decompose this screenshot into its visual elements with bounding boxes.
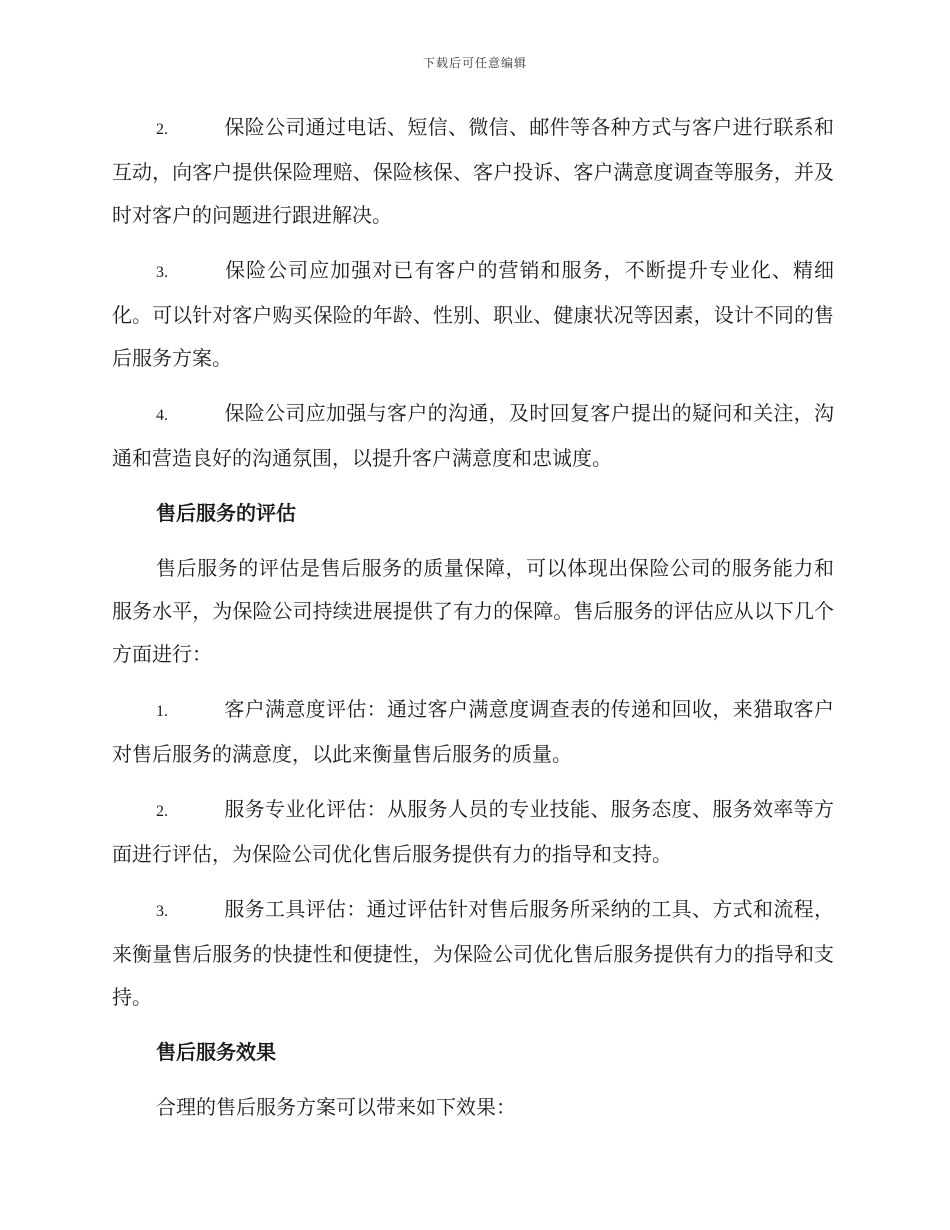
document-body (112, 106, 834, 1141)
list-item-text: 服务工具评估：通过评估针对售后服务所采纳的工具、方式和流程，来衡量售后服务的快捷性和便捷性，为保险公司优化售后服务提供有力的指导和支持。 (112, 897, 834, 1009)
list-item (112, 249, 834, 380)
list-number: 3. (156, 903, 168, 920)
list-item (112, 392, 834, 480)
page-header: 下载后可任意编辑 (422, 56, 527, 70)
list-number: 2. (156, 121, 168, 138)
list-item (112, 888, 834, 1019)
list-item (112, 106, 834, 237)
list-item (112, 688, 834, 776)
section-intro-effect: 合理的售后服务方案可以带来如下效果： (156, 1095, 516, 1119)
list-number: 1. (156, 703, 168, 720)
list-item-text: 服务专业化评估：从服务人员的专业技能、服务态度、服务效率等方面进行评估，为保险公司优化售后服务提供有力的指导和支持。 (112, 797, 834, 866)
list-item-text: 客户满意度评估：通过客户满意度调查表的传递和回收，来猎取客户对售后服务的满意度，以此来衡量售后服务的质量。 (112, 697, 834, 766)
list-item-text: 保险公司通过电话、短信、微信、邮件等各种方式与客户进行联系和互动，向客户提供保险理赔、保险核保、客户投诉、客户满意度调查等服务，并及时对客户的问题进行跟进解决。 (112, 115, 834, 227)
list-item-text: 保险公司应加强与客户的沟通，及时回复客户提出的疑问和关注，沟通和营造良好的沟通氛围，以提升客户满意度和忠诚度。 (112, 401, 834, 470)
list-number: 2. (156, 803, 168, 820)
list-item (112, 788, 834, 876)
list-item-text: 保险公司应加强对已有客户的营销和服务，不断提升专业化、精细化。可以针对客户购买保险的年龄、性别、职业、健康状况等因素，设计不同的售后服务方案。 (112, 258, 834, 370)
section-intro-evaluation: 售后服务的评估是售后服务的质量保障，可以体现出保险公司的服务能力和服务水平，为保险公司持续进展提供了有力的保障。售后服务的评估应从以下几个方面进行： (112, 556, 834, 666)
list-number: 4. (156, 407, 168, 424)
list-number: 3. (156, 264, 168, 281)
section-heading-effect: 售后服务效果 (156, 1040, 276, 1064)
section-heading-evaluation: 售后服务的评估 (156, 501, 296, 525)
